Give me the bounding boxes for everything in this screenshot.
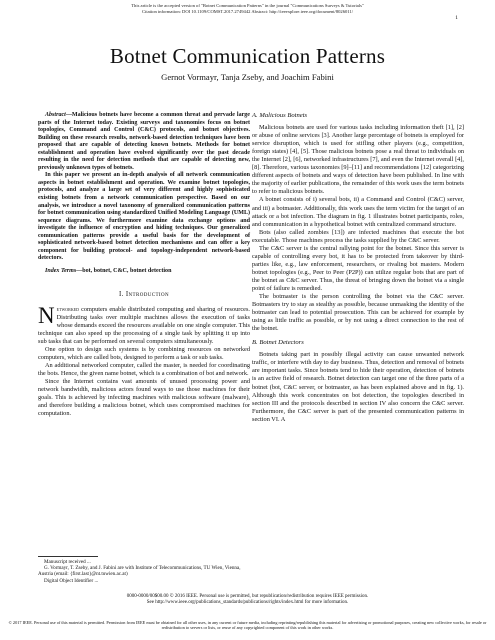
footnote-received: Manuscript received ... [44,559,91,565]
intro-paragraph-3: An additional networked computer, called the master, is needed for coordinating the bots. Hence, the given name botnet, which is a combination of bot and network. [38,361,250,377]
section-heading-introduction: I. Introduction [118,291,170,299]
intro-paragraph-1 [38,302,250,346]
index-terms-label: Index Terms [45,267,77,274]
intro-paragraph-4: Since the Internet contains vast amounts of unused processing power and network bandwidth, malicious actors found ways to use those machines for their goals. This is achieved by infecting machines with malicious software (malware), and therefore building a malicious botnet, which uses compromised machines for computation. [38,377,250,418]
index-terms [38,268,250,276]
section-a-paragraph-5: The botmaster is the person controlling the botnet via the C&C server. Botmasters try to stay as stealthy as possible, because unmasking the identity of the botmaster can lead to potential prosecution. This can be achieved for example by using as little traffic as possible, or by not using a direct connection to the rest of the botnet. [252,293,464,333]
abstract [38,112,250,263]
copyright-line-2: See http://www.ieee.org/publications_standards/publications/rights/index.html for more information. [146,600,349,606]
section-a-paragraph-4: The C&C server is the central rallying point for the botnet. Since this server is capable of controlling every bot, it has to be protected from takeover by third-parties like, e.g., law enforcement, researchers, or rivaling bot masters. Modern botnet topologies (e.g., Peer to Peer (P2P)) can utilize regular bots that are part of the botnet as C&C server. Thus, the threat of bringing down the botnet via a single point of failure is remedied. [252,244,464,292]
abstract-paragraph-2: In this paper we present an in-depth analysis of all network communication aspects in botnet establishment and operation. We examine botnet topologies, protocols, and analyze a large set of very different and highly sophisticated existing botnets from a network communication perspective. Based on our analysis, we introduce a novel taxonomy of generalized communication patterns for botnet communication using standardized Unified Modeling Language (UML) sequence diagrams. We furthermore examine data exchange options and investigate the influence of encryption and hiding techniques. Our generalized communication patterns provide a useful basis for the development of sophisticated network-based botnet detection mechanisms and can offer a key component for building protocol- and topology-independent network-based detectors. [38,172,250,262]
intro-lead-word: etworked [56,305,80,313]
page-number: 1 [455,15,458,21]
section-b-paragraph-1: Botnets taking part in possibly illegal activity can cause unwanted network traffic, or interfere with day to day business. Thus, detection and removal of botnets are important tasks. Since botnets tend to hide their operation, detection of botnets is an active field of research. Botnet detection can target one of the three parts of a botnet (bot, C&C server, or botmaster, as has been explained above and in fig. 1). Although this work concentrates on bot detection, the topologies described in section III and the protocols described in section IV also concern the C&C server. Furthermore, the C&C server is part of the presented communication patterns in section VI. A [252,351,464,423]
left-column [38,112,250,418]
paper-authors: Gernot Vormayr, Tanja Zseby, and Joachim Fabini [161,72,334,82]
paper-title: Botnet Communication Patterns [109,44,386,68]
footnote-rule [38,556,98,557]
section-a-paragraph-3: Bots (also called zombies [13]) are infected machines that execute the bot executable. Those machines process the tasks supplied by the C&C server. [252,228,464,244]
intro-text-1: computers enable distributed computing and sharing of resources. Distributing tasks over multiple machines allows the execution of tasks whose demands exceed the resources available on one single computer. This technique can also speed up the processing of a single task by splitting it up into sub tasks that can be performed on several computers simultaneously. [38,305,250,345]
abstract-label: Abstract [45,112,66,118]
footnote-affiliation: G. Vormayr, T. Zseby, and J. Fabini are with Institute of Telecommunications, TU Wien, Vienna, Austria (email: {first.last}@nt.tuwien.ac.at) [38,565,241,578]
ieee-copyright-notice [0,594,495,606]
section-a-paragraph-1: Malicious botnets are used for various tasks including information theft [1], [2] or abuse of online services [3]. Another large percentage of botnets is employed for service disruption, which is used for stifling other players (e.g., competition, foreign states) [4], [5]. Those malicious botnets pose a real threat to individuals on the Internet [2], [6], networked infrastructures [7], and even the Internet overall [4], [8]. Therefore, various taxonomies [9]–[11] and recommendations [12] categorizing different aspects of botnets and ways of detection have been published. In line with the majority of earlier publications, the remainder of this work uses the term botnets to refer to malicious botnets. [252,124,464,196]
footnote-doi: Digital Object Identifier ... [44,577,99,584]
footnote [38,559,250,584]
drop-cap: N [38,302,55,328]
citation-header [0,3,495,14]
intro-paragraph-2: One option to design such systems is by combining resources on networked computers, which are called bots, designed to perform a task or sub tasks. [38,345,250,361]
copyright-line-1: 0000-0000/00$00.00 © 2016 IEEE. Personal use is permitted, but republication/redistribution requires IEEE permission. [126,594,369,599]
index-terms-text: —bot, botnet, C&C, botnet detection [76,267,172,274]
right-column [252,112,464,424]
subsection-heading-malicious-botnets: A. Malicious Botnets [252,112,308,119]
abstract-paragraph-1 [38,112,250,172]
subsection-heading-botnet-detectors: B. Botnet Detectors [252,339,304,347]
section-a-paragraph-2: A botnet consists of i) several bots, ii) a Command and Control (C&C) server, and iii) a botmaster. Additionally, this work uses the term victim for the target of an attack or a bot infection. The diagram in fig. 1 illustrates botnet participants, roles, and communication in a hypothetical botnet with centralized command structure. [252,196,464,228]
reuse-notice: © 2017 IEEE. Personal use of this material is permitted. Permission from IEEE must be obtained for all other uses, in any current or future media, including reprinting/republishing this material for advertising or promotional purposes, creating new collective works, for resale or redistribution to servers or lists, or reuse of any copyrighted component of this work in other works. [8,620,487,631]
introduction-body [38,302,250,419]
abstract-text-1: —Malicious botnets have become a common threat and pervade large parts of the Internet today. Existing surveys and taxonomies focus on botnet topologies, Command and Control (C&C) protocols, and botnet objectives. Building on these research results, network-based detection techniques have been proposed that are capable of detecting known botnets. Methods for botnet establishment and operation have evolved significantly over the past decade resulting in the need for detection methods that are capable of detecting new, previously unknown types of botnets. [38,112,250,171]
citation-line-1: This article is the accepted version of "Botnet Communication Patterns" in the journal "Communications Surveys & Tutorials" [131,3,364,8]
citation-line-2: Citation information: DOI 10.1109/COMST.2017.2749442 Abstract: http://ieeexplore.ieee.org/document/8026011/ [141,8,354,14]
